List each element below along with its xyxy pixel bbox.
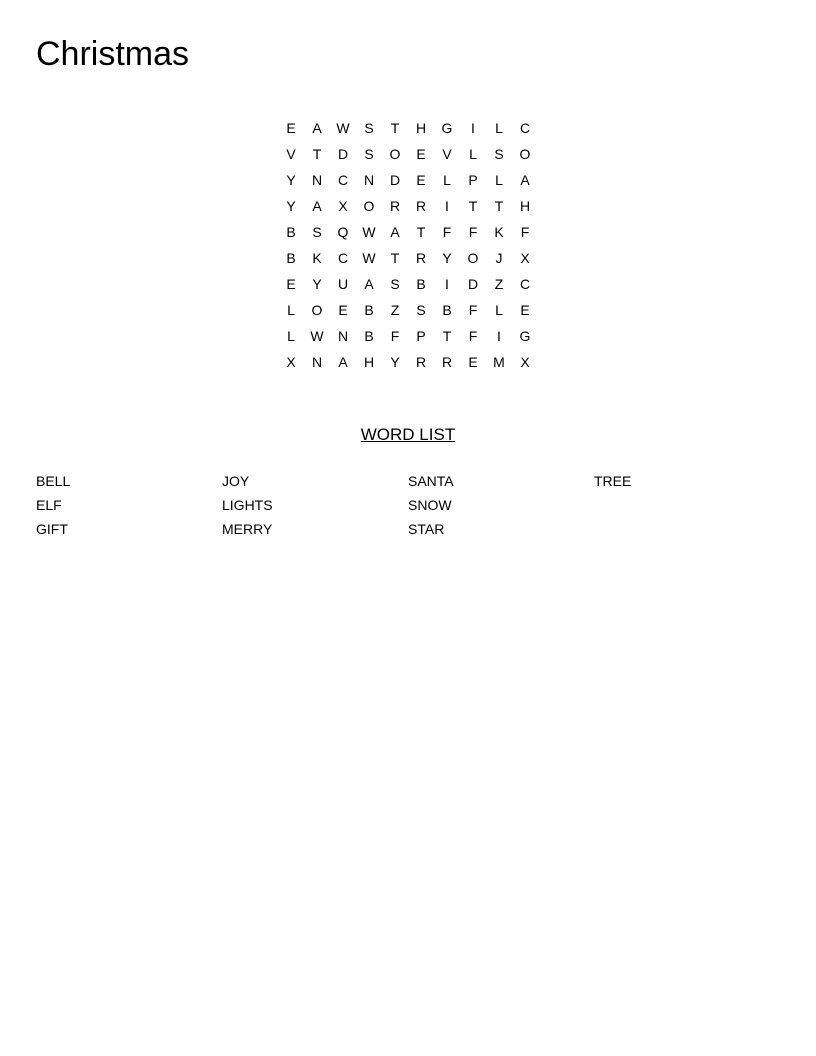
word-list bbox=[36, 470, 780, 542]
grid-cell: L bbox=[287, 302, 295, 318]
grid-cell: S bbox=[494, 146, 504, 162]
grid-cell: A bbox=[520, 172, 530, 188]
grid-cell: X bbox=[338, 198, 348, 214]
grid-cell: D bbox=[389, 172, 401, 188]
grid-cell: E bbox=[286, 120, 296, 136]
grid-cell: E bbox=[416, 172, 426, 188]
grid-cell: L bbox=[495, 302, 503, 318]
grid-cell: N bbox=[311, 354, 323, 370]
grid-cell: F bbox=[442, 224, 452, 240]
grid-cell: E bbox=[416, 146, 426, 162]
grid-cell: T bbox=[468, 198, 478, 214]
word-list-column bbox=[36, 470, 222, 542]
grid-cell: U bbox=[337, 276, 349, 292]
grid-cell: B bbox=[364, 302, 374, 318]
grid-cell: T bbox=[390, 120, 400, 136]
grid-cell: M bbox=[493, 354, 505, 370]
grid-cell: W bbox=[310, 328, 324, 344]
grid-cell: O bbox=[389, 146, 401, 162]
grid-cell: Z bbox=[494, 276, 504, 292]
grid-cell: V bbox=[442, 146, 452, 162]
grid-cell: N bbox=[337, 328, 349, 344]
grid-cell: A bbox=[312, 120, 322, 136]
grid-cell: R bbox=[389, 198, 401, 214]
grid-cell: O bbox=[363, 198, 375, 214]
grid-cell: F bbox=[390, 328, 400, 344]
grid-cell: R bbox=[415, 198, 427, 214]
grid-cell: L bbox=[495, 120, 503, 136]
grid-cell: F bbox=[468, 224, 478, 240]
grid-cell: W bbox=[362, 224, 376, 240]
grid-cell: T bbox=[442, 328, 452, 344]
grid-cell: L bbox=[443, 172, 451, 188]
word-list-item: SNOW bbox=[408, 497, 452, 513]
grid-cell: I bbox=[445, 276, 449, 292]
grid-cell: G bbox=[519, 328, 531, 344]
grid-cell: V bbox=[286, 146, 296, 162]
grid-cell: T bbox=[494, 198, 504, 214]
word-list-item: MERRY bbox=[222, 521, 273, 537]
word-list-heading bbox=[0, 424, 816, 446]
grid-cell: P bbox=[416, 328, 426, 344]
grid-cell: O bbox=[311, 302, 323, 318]
grid-cell: A bbox=[312, 198, 322, 214]
grid-row bbox=[278, 141, 538, 167]
grid-cell: B bbox=[364, 328, 374, 344]
grid-row bbox=[278, 323, 538, 349]
grid-cell: L bbox=[287, 328, 295, 344]
grid-row bbox=[278, 115, 538, 141]
grid-cell: E bbox=[286, 276, 296, 292]
grid-cell: X bbox=[286, 354, 296, 370]
grid-row bbox=[278, 297, 538, 323]
grid-cell: B bbox=[442, 302, 452, 318]
grid-cell: J bbox=[495, 250, 503, 266]
grid-cell: R bbox=[415, 250, 427, 266]
grid-cell: K bbox=[312, 250, 322, 266]
grid-cell: T bbox=[312, 146, 322, 162]
grid-row bbox=[278, 167, 538, 193]
grid-cell: X bbox=[520, 250, 530, 266]
grid-cell: E bbox=[468, 354, 478, 370]
grid-cell: N bbox=[363, 172, 375, 188]
word-list-item: STAR bbox=[408, 521, 445, 537]
grid-cell: P bbox=[468, 172, 478, 188]
grid-cell: Q bbox=[337, 224, 349, 240]
word-list-heading-text: WORD LIST bbox=[360, 425, 456, 444]
grid-cell: C bbox=[519, 276, 531, 292]
grid-cell: T bbox=[390, 250, 400, 266]
grid-cell: W bbox=[362, 250, 376, 266]
grid-cell: L bbox=[469, 146, 477, 162]
grid-cell: X bbox=[520, 354, 530, 370]
grid-cell: B bbox=[286, 224, 296, 240]
grid-cell: C bbox=[337, 250, 349, 266]
grid-cell: F bbox=[468, 328, 478, 344]
grid-cell: T bbox=[416, 224, 426, 240]
grid-row bbox=[278, 193, 538, 219]
word-list-item: TREE bbox=[594, 473, 632, 489]
grid-row bbox=[278, 271, 538, 297]
grid-cell: C bbox=[519, 120, 531, 136]
grid-cell: W bbox=[336, 120, 350, 136]
page-title: Christmas bbox=[36, 35, 190, 73]
grid-cell: D bbox=[467, 276, 479, 292]
grid-cell: I bbox=[497, 328, 501, 344]
word-list-item: BELL bbox=[36, 473, 71, 489]
grid-cell: O bbox=[467, 250, 479, 266]
grid-cell: R bbox=[415, 354, 427, 370]
grid-cell: Z bbox=[390, 302, 400, 318]
word-list-column bbox=[594, 470, 780, 542]
grid-cell: A bbox=[364, 276, 374, 292]
word-list-item: ELF bbox=[36, 497, 62, 513]
grid-row bbox=[278, 349, 538, 375]
word-search-grid bbox=[278, 115, 538, 375]
grid-cell: B bbox=[416, 276, 426, 292]
grid-row bbox=[278, 219, 538, 245]
grid-cell: Y bbox=[390, 354, 400, 370]
grid-cell: H bbox=[415, 120, 427, 136]
grid-cell: A bbox=[390, 224, 400, 240]
grid-cell: Y bbox=[442, 250, 452, 266]
grid-cell: R bbox=[441, 354, 453, 370]
grid-cell: H bbox=[519, 198, 531, 214]
grid-cell: I bbox=[471, 120, 475, 136]
grid-cell: S bbox=[364, 146, 374, 162]
grid-cell: N bbox=[311, 172, 323, 188]
word-list-column bbox=[408, 470, 594, 542]
grid-cell: E bbox=[338, 302, 348, 318]
grid-cell: I bbox=[445, 198, 449, 214]
word-list-column bbox=[222, 470, 408, 542]
grid-cell: O bbox=[519, 146, 531, 162]
grid-cell: H bbox=[363, 354, 375, 370]
grid-cell: S bbox=[364, 120, 374, 136]
grid-cell: E bbox=[520, 302, 530, 318]
grid-cell: D bbox=[337, 146, 349, 162]
grid-cell: S bbox=[390, 276, 400, 292]
grid-cell: A bbox=[338, 354, 348, 370]
grid-cell: Y bbox=[286, 172, 296, 188]
grid-cell: S bbox=[416, 302, 426, 318]
grid-cell: K bbox=[494, 224, 504, 240]
grid-cell: G bbox=[441, 120, 453, 136]
grid-cell: F bbox=[520, 224, 530, 240]
grid-cell: L bbox=[495, 172, 503, 188]
grid-cell: S bbox=[312, 224, 322, 240]
word-list-item: JOY bbox=[222, 473, 250, 489]
word-list-item: SANTA bbox=[408, 473, 454, 489]
word-list-item: LIGHTS bbox=[222, 497, 273, 513]
grid-row bbox=[278, 245, 538, 271]
word-list-item: GIFT bbox=[36, 521, 68, 537]
grid-cell: Y bbox=[312, 276, 322, 292]
grid-cell: B bbox=[286, 250, 296, 266]
grid-cell: C bbox=[337, 172, 349, 188]
grid-cell: F bbox=[468, 302, 478, 318]
grid-cell: Y bbox=[286, 198, 296, 214]
